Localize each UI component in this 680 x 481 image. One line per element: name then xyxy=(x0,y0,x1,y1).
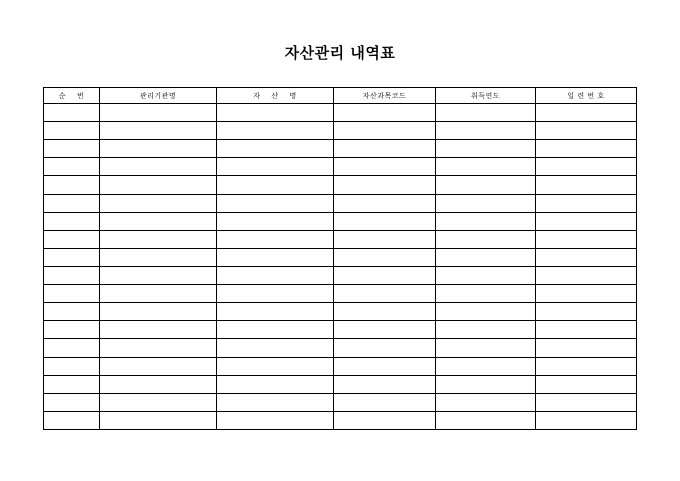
table-cell xyxy=(44,104,100,122)
table-cell xyxy=(334,375,436,393)
table-cell xyxy=(436,285,536,303)
table-cell xyxy=(536,411,637,429)
table-cell xyxy=(44,176,100,194)
table-cell xyxy=(217,285,334,303)
table-cell xyxy=(334,303,436,321)
table-cell xyxy=(44,158,100,176)
table-cell xyxy=(217,248,334,266)
table-cell xyxy=(334,212,436,230)
table-cell xyxy=(536,194,637,212)
table-cell xyxy=(536,339,637,357)
table-cell xyxy=(536,230,637,248)
table-row xyxy=(44,212,637,230)
table-row xyxy=(44,194,637,212)
table-cell xyxy=(436,375,536,393)
table-cell xyxy=(44,411,100,429)
table-cell xyxy=(217,393,334,411)
table-row xyxy=(44,357,637,375)
table-cell xyxy=(536,212,637,230)
table-row xyxy=(44,122,637,140)
column-header-agency: 관리기관명 xyxy=(100,88,217,104)
table-cell xyxy=(334,339,436,357)
table-cell xyxy=(100,411,217,429)
table-cell xyxy=(334,393,436,411)
table-cell xyxy=(436,122,536,140)
table-cell xyxy=(44,140,100,158)
table-cell xyxy=(334,266,436,284)
table-cell xyxy=(436,266,536,284)
table-row xyxy=(44,393,637,411)
table-cell xyxy=(100,303,217,321)
table-cell xyxy=(217,212,334,230)
table-cell xyxy=(536,375,637,393)
table-cell xyxy=(217,104,334,122)
table-cell xyxy=(100,339,217,357)
table-cell xyxy=(100,357,217,375)
table-cell xyxy=(100,321,217,339)
table-cell xyxy=(217,321,334,339)
table-cell xyxy=(436,104,536,122)
table-cell xyxy=(100,194,217,212)
table-row xyxy=(44,266,637,284)
table-row xyxy=(44,140,637,158)
table-cell xyxy=(44,212,100,230)
page-title: 자산관리 내역표 xyxy=(284,44,396,62)
table-cell xyxy=(536,321,637,339)
table-body xyxy=(44,104,637,430)
table-cell xyxy=(536,393,637,411)
table-cell xyxy=(217,176,334,194)
table-cell xyxy=(44,248,100,266)
asset-ledger-table xyxy=(43,87,637,430)
table-cell xyxy=(436,357,536,375)
table-cell xyxy=(334,411,436,429)
table-cell xyxy=(44,266,100,284)
table-cell xyxy=(100,266,217,284)
table-cell xyxy=(436,411,536,429)
table-cell xyxy=(536,357,637,375)
table-cell xyxy=(100,176,217,194)
table-cell xyxy=(436,194,536,212)
table-cell xyxy=(536,104,637,122)
table-row xyxy=(44,411,637,429)
table-row xyxy=(44,158,637,176)
table-row xyxy=(44,248,637,266)
column-header-asset-code: 자산과목코드 xyxy=(334,88,436,104)
table-cell xyxy=(217,230,334,248)
table-cell xyxy=(536,266,637,284)
table-row xyxy=(44,285,637,303)
table-cell xyxy=(536,248,637,266)
table-cell xyxy=(436,230,536,248)
table-cell xyxy=(44,194,100,212)
table-cell xyxy=(100,285,217,303)
table-cell xyxy=(44,303,100,321)
table-header-row xyxy=(44,88,637,104)
table-cell xyxy=(100,212,217,230)
table-cell xyxy=(100,140,217,158)
table-cell xyxy=(217,411,334,429)
table-cell xyxy=(334,248,436,266)
table-cell xyxy=(100,158,217,176)
table-cell xyxy=(217,140,334,158)
table-cell xyxy=(436,339,536,357)
table-cell xyxy=(217,375,334,393)
table-cell xyxy=(217,339,334,357)
table-cell xyxy=(100,230,217,248)
table-cell xyxy=(334,194,436,212)
table-cell xyxy=(334,122,436,140)
table-row xyxy=(44,375,637,393)
table-cell xyxy=(44,122,100,140)
table-cell xyxy=(44,339,100,357)
column-header-acquisition-year: 취득연도 xyxy=(436,88,536,104)
table-cell xyxy=(44,393,100,411)
table-cell xyxy=(44,375,100,393)
table-cell xyxy=(217,158,334,176)
table-cell xyxy=(217,194,334,212)
table-cell xyxy=(100,104,217,122)
table-row xyxy=(44,230,637,248)
table-cell xyxy=(217,357,334,375)
table-row xyxy=(44,176,637,194)
table-cell xyxy=(334,158,436,176)
table-cell xyxy=(436,176,536,194)
table-row xyxy=(44,303,637,321)
column-header-serial-number: 일 련 번 호 xyxy=(536,88,637,104)
table-cell xyxy=(436,158,536,176)
table-cell xyxy=(44,321,100,339)
table-cell xyxy=(100,393,217,411)
table-cell xyxy=(334,321,436,339)
table-cell xyxy=(436,303,536,321)
column-header-seq: 순 번 xyxy=(44,88,100,104)
table-cell xyxy=(334,230,436,248)
table-cell xyxy=(436,212,536,230)
table-cell xyxy=(217,303,334,321)
table-cell xyxy=(334,357,436,375)
table-row xyxy=(44,339,637,357)
table-row xyxy=(44,321,637,339)
table-cell xyxy=(536,122,637,140)
table-cell xyxy=(100,248,217,266)
table-cell xyxy=(334,104,436,122)
column-header-asset-name: 자 산 명 xyxy=(217,88,334,104)
table-cell xyxy=(44,357,100,375)
table-cell xyxy=(536,140,637,158)
table-cell xyxy=(334,140,436,158)
table-cell xyxy=(44,230,100,248)
table-cell xyxy=(436,321,536,339)
table-cell xyxy=(436,140,536,158)
table-cell xyxy=(334,285,436,303)
table-cell xyxy=(100,122,217,140)
table-cell xyxy=(436,393,536,411)
table-cell xyxy=(536,158,637,176)
table-cell xyxy=(44,285,100,303)
table-cell xyxy=(536,176,637,194)
table-cell xyxy=(536,303,637,321)
table-cell xyxy=(334,176,436,194)
table-cell xyxy=(436,248,536,266)
table-row xyxy=(44,104,637,122)
table-cell xyxy=(217,122,334,140)
table-cell xyxy=(217,266,334,284)
table-cell xyxy=(100,375,217,393)
table-cell xyxy=(536,285,637,303)
